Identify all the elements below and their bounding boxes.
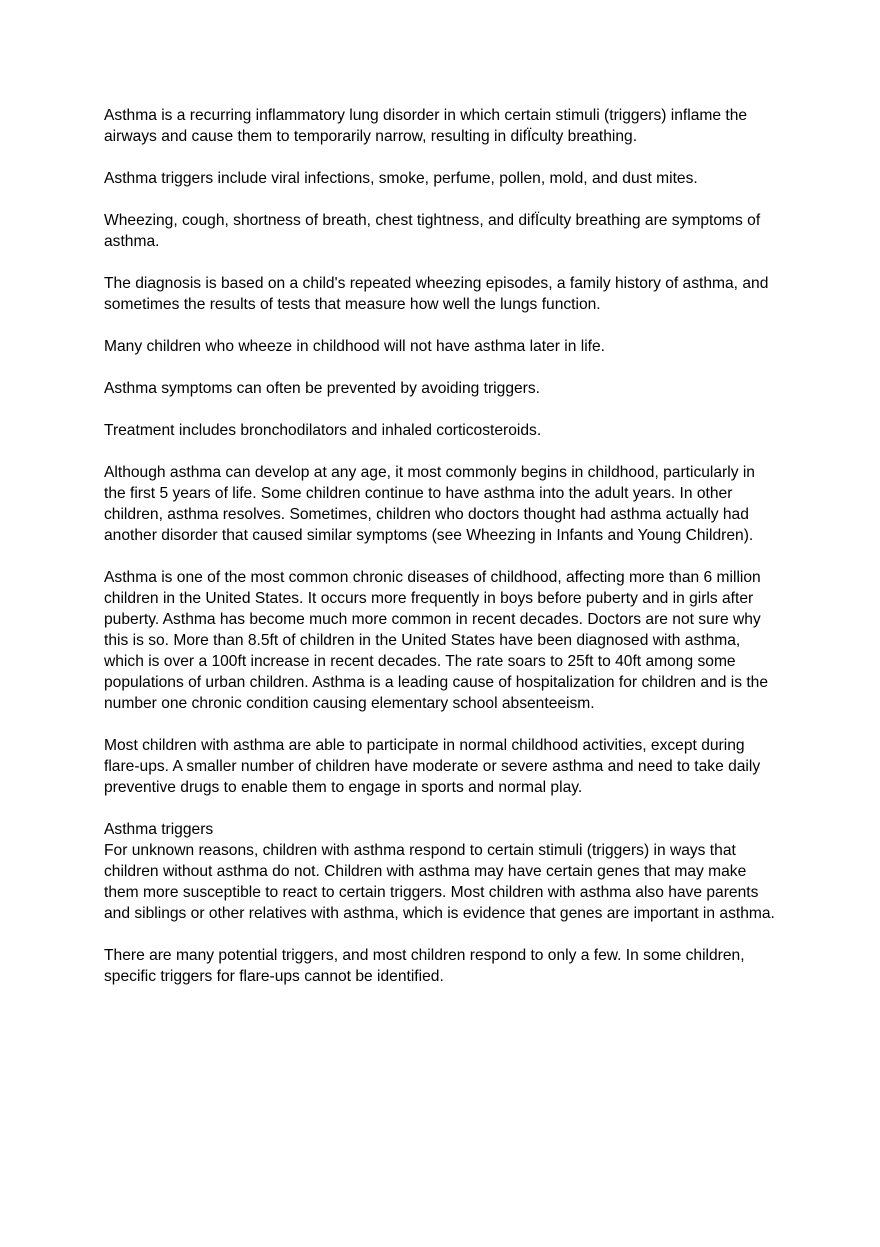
paragraph-treatment: Treatment includes bronchodilators and inhaled corticosteroids. [104, 422, 542, 439]
document-body [104, 105, 780, 987]
paragraph-asthma-definition: Asthma is a recurring inflammatory lung disorder in which certain stimuli (triggers) inflame the airways and cause them to temporarily narrow, resulting in difÏculty breathing. [104, 107, 748, 145]
paragraph-activities: Most children with asthma are able to participate in normal childhood activities, except during flare-ups. A smaller number of children have moderate or severe asthma and need to take daily preventive drugs to enable them to engage in sports and normal play. [104, 737, 761, 796]
paragraph-triggers-list: Asthma triggers include viral infections, smoke, perfume, pollen, mold, and dust mites. [104, 170, 698, 187]
section-heading-asthma-triggers: Asthma triggers [104, 821, 214, 838]
paragraph-trigger-genetics: For unknown reasons, children with asthma respond to certain stimuli (triggers) in ways that children without asthma do not. Children with asthma may have certain genes that may make them more susceptible to react to certain triggers. Most children with asthma also have parents and siblings or other relatives with asthma, which is evidence that genes are important in asthma. [104, 842, 775, 922]
paragraph-prevention: Asthma symptoms can often be prevented by avoiding triggers. [104, 380, 540, 397]
paragraph-potential-triggers: There are many potential triggers, and most children respond to only a few. In some children, specific triggers for flare-ups cannot be identified. [104, 947, 745, 985]
paragraph-onset: Although asthma can develop at any age, it most commonly begins in childhood, particularly in the first 5 years of life. Some children continue to have asthma into the adult years. In other children, asthma resolves. Sometimes, children who doctors thought had asthma actually had another disorder that caused similar symptoms (see Wheezing in Infants and Young Children). [104, 464, 755, 544]
paragraph-prevalence: Asthma is one of the most common chronic diseases of childhood, affecting more than 6 million children in the United States. It occurs more frequently in boys before puberty and in girls after puberty. Asthma has become much more common in recent decades. Doctors are not sure why this is so. More than 8.5ft of children in the United States have been diagnosed with asthma, which is over a 100ft increase in recent decades. The rate soars to 25ft to 40ft among some populations of urban children. Asthma is a leading cause of hospitalization for children and is the number one chronic condition causing elementary school absenteeism. [104, 569, 769, 712]
paragraph-symptoms: Wheezing, cough, shortness of breath, chest tightness, and difÏculty breathing are symptoms of asthma. [104, 212, 761, 250]
paragraph-childhood-wheeze: Many children who wheeze in childhood will not have asthma later in life. [104, 338, 606, 355]
paragraph-diagnosis: The diagnosis is based on a child's repeated wheezing episodes, a family history of asthma, and sometimes the results of tests that measure how well the lungs function. [104, 275, 769, 313]
